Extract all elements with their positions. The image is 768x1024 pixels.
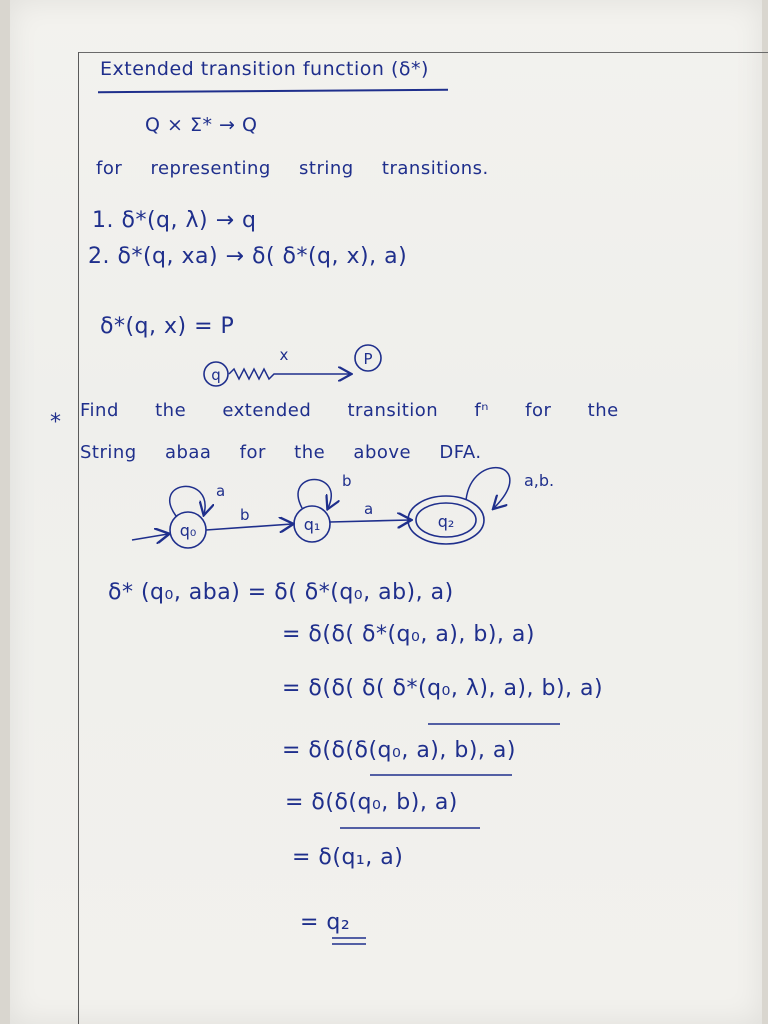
- dfa-diagram: [132, 468, 554, 548]
- derivation-step-6: = δ(q₁, a): [292, 845, 404, 870]
- derivation-step-2: = δ(δ( δ*(q₀, a), b), a): [282, 622, 535, 647]
- small-state-q-label: q: [211, 366, 221, 384]
- small-edge-squiggle: [229, 369, 350, 379]
- state-q1-label: q₁: [303, 515, 321, 534]
- loop-q0-label: a: [216, 482, 226, 500]
- loop-q1: [298, 480, 331, 509]
- rule-3: δ*(q, x) = P: [100, 314, 235, 339]
- start-arrow: [132, 534, 168, 540]
- derivation-step-4: = δ(δ(δ(q₀, a), b), a): [282, 738, 516, 763]
- page-title: Extended transition function (δ*): [100, 58, 429, 80]
- question-line-1: Find the extended transition fⁿ for the: [80, 400, 619, 421]
- loop-q1-label: b: [342, 472, 352, 490]
- loop-q2-label: a,b.: [524, 471, 555, 490]
- question-marker: *: [50, 410, 62, 435]
- question-line-2: String abaa for the above DFA.: [80, 442, 482, 463]
- small-state-p-label: P: [363, 350, 373, 368]
- state-q2-label: q₂: [437, 512, 455, 531]
- small-edge-label: x: [279, 346, 289, 364]
- edge-q0-q1: [206, 524, 292, 530]
- derivation-step-3: = δ(δ( δ( δ*(q₀, λ), a), b), a): [282, 676, 604, 701]
- small-transition-diagram: [204, 345, 381, 386]
- function-signature: Q × Σ* → Q: [145, 114, 258, 136]
- edge-q1-q2: [330, 520, 410, 522]
- edge-q1-q2-label: a: [364, 500, 374, 518]
- derivation-answer: = q₂: [300, 910, 351, 935]
- rule-1: 1. δ*(q, λ) → q: [92, 208, 257, 233]
- state-q0-label: q₀: [179, 521, 197, 540]
- edge-q0-q1-label: b: [240, 506, 250, 524]
- derivation-step-1: δ* (q₀, aba) = δ( δ*(q₀, ab), a): [108, 580, 454, 605]
- description-line: for representing string transitions.: [96, 158, 489, 179]
- derivation-step-5: = δ(δ(q₀, b), a): [285, 790, 458, 815]
- rule-2: 2. δ*(q, xa) → δ( δ*(q, x), a): [88, 244, 408, 269]
